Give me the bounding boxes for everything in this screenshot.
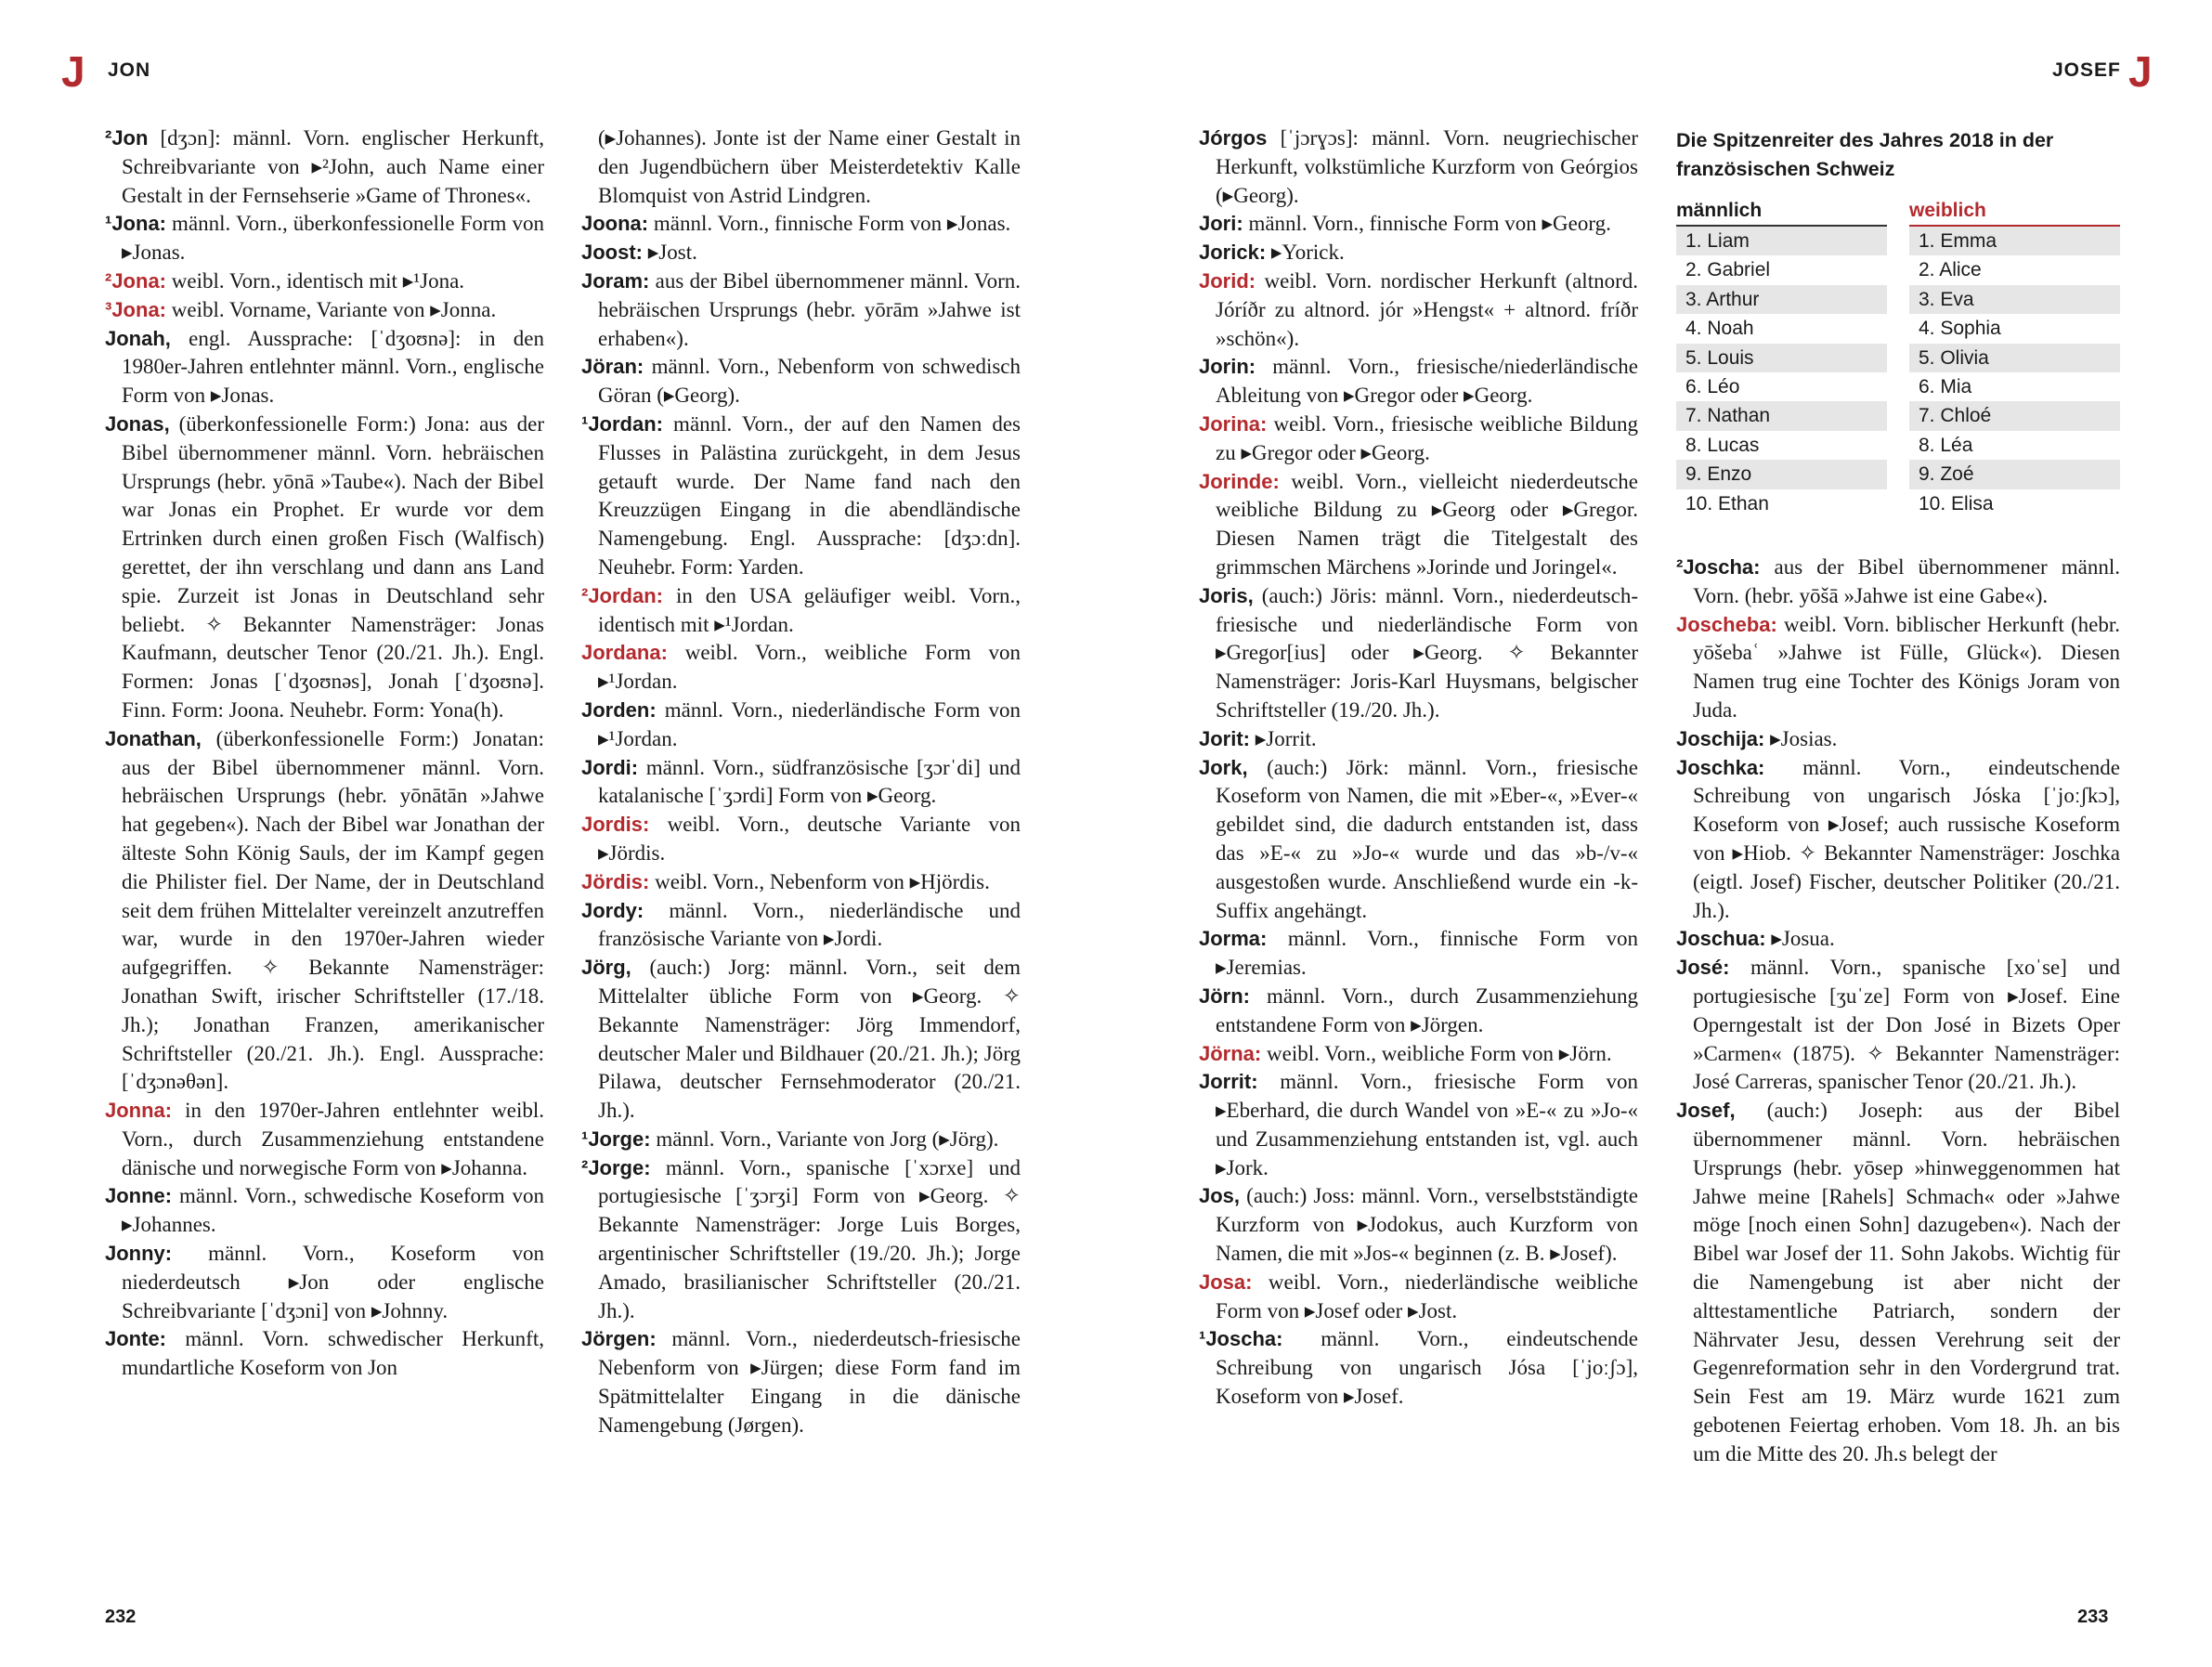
entry-definition: männl. Vorn., überkonfessionelle Form von ▸Jonas.	[122, 212, 544, 265]
dictionary-entry	[1676, 754, 2120, 926]
entry-definition: männl. Vorn., spanische [xoˈse] und portugiesische [ʒuˈze] Form von ▸Josef. Eine Operngestalt ist der Don José in Bizets Oper »Carmen« (1875). ✧ Bekannter Namensträger: José Carreras, spanischer Tenor (20./21. Jh.).	[1693, 956, 2120, 1094]
entry-definition: (auch:) Jöris: männl. Vorn., niederdeutsch-friesische und niederländische Form von ▸Gregor[ius] oder ▸Georg. ✧ Bekannter Namensträger: Joris-Karl Huysmans, belgischer Schriftsteller (19./20. Jh.).	[1216, 583, 1638, 722]
name-rank-row: 1. Liam	[1676, 227, 1887, 255]
entry-headword: Joschija:	[1676, 726, 1765, 750]
entry-definition: weibl. Vorn. nordischer Herkunft (altnord. Jóríðr zu altnord. jór »Hengst« + altnord. fríðr »schön«).	[1216, 268, 1638, 350]
entry-headword: ²Joscha:	[1676, 555, 1761, 579]
entry-headword: Jörna:	[1199, 1041, 1262, 1065]
entry-headword: ¹Jorge:	[581, 1127, 651, 1151]
entry-definition: männl. Vorn., Variante von Jorg (▸Jörg).	[650, 1127, 999, 1151]
entry-definition: männl. Vorn., finnische Form von ▸Jonas.	[648, 212, 1011, 236]
dictionary-entry	[1676, 553, 2120, 611]
dictionary-entry	[1676, 725, 2120, 754]
name-rank-row: 8. Lucas	[1685, 434, 1760, 456]
entry-definition: aus der Bibel übernommener männl. Vorn. (hebr. yōšā »Jahwe ist eine Gabe«).	[1693, 555, 2120, 607]
entry-definition: männl. Vorn., niederländische Form von ▸¹Jordan.	[598, 697, 1021, 750]
entry-headword: Jöran:	[581, 355, 644, 379]
entry-headword: Jorrit:	[1199, 1070, 1258, 1094]
entry-definition: ▸Jost.	[643, 241, 697, 265]
name-rank-row: 2. Alice	[1919, 259, 1982, 281]
dictionary-entry	[581, 124, 1021, 210]
entry-headword: Jörgen:	[581, 1327, 657, 1351]
dictionary-entry	[1676, 925, 2120, 954]
entry-definition: weibl. Vorn., niederländische weibliche Form von ▸Josef oder ▸Jost.	[1216, 1270, 1638, 1322]
dictionary-entry	[581, 239, 1021, 267]
entry-definition: (▸Johannes). Jonte ist der Name einer Gestalt in den Jugendbüchern über Meisterdetektiv Kalle Blomquist von Astrid Lindgren.	[598, 126, 1021, 207]
dictionary-entry	[105, 210, 544, 267]
entry-definition: (auch:) Joseph: aus der Bibel übernommener männl. Vorn. hebräischen Ursprungs (hebr. yōsep »hinweggenommen hat Jahwe meine [Rahels] Schmach« oder »Jahwe möge [noch einen Sohn] dazugeben«). Nach der Bibel war Josef der 11. Sohn Jakobs. Wichtig für die Namengebung ist aber nicht der alttestamentliche Patriarch, sondern der Nährvater Jesu, dessen Verehrung seit der Gegenreformation sehr in den Vordergrund trat. Sein Fest am 19. März wurde 1621 zum gebotenen Feiertag erhoben. Vom 18. Jh. an bis um die Mitte des 20. Jh.s belegt der	[1693, 1099, 2120, 1465]
entry-headword: Jonte:	[105, 1327, 166, 1351]
entry-headword: Jorin:	[1199, 355, 1256, 379]
entry-headword: ²Jon	[105, 126, 149, 150]
entry-headword: Jos,	[1199, 1184, 1241, 1208]
entry-headword: Jonna:	[105, 1099, 173, 1123]
name-rank-row: 5. Olivia	[1909, 344, 2120, 372]
entry-definition: [dʒɔn]: männl. Vorn. englischer Herkunft, Schreibvariante von ▸²John, auch Name einer Gestalt in der Fernsehserie »Game of Thrones«.	[122, 126, 544, 207]
entry-headword: Jordi:	[581, 755, 639, 779]
name-rank-row: 3. Arthur	[1676, 285, 1887, 314]
dictionary-column-1	[105, 124, 544, 1383]
dictionary-entry	[105, 1325, 544, 1383]
dictionary-column-4	[1676, 553, 2120, 1469]
dictionary-entry	[581, 353, 1021, 410]
dictionary-entry	[105, 725, 544, 1097]
dictionary-entry	[105, 1182, 544, 1240]
entry-definition: männl. Vorn., friesische/niederländische Ableitung von ▸Gregor oder ▸Georg.	[1216, 355, 1638, 408]
entry-definition: weibl. Vorn., vielleicht niederdeutsche weibliche Bildung zu ▸Georg oder ▸Gregor. Diesen Namen trägt die Titelgestalt des grimmschen Märchens »Jorinde und Joringel«.	[1216, 469, 1638, 579]
dictionary-entry	[1199, 239, 1638, 267]
dictionary-entry	[581, 1154, 1021, 1326]
dictionary-entry	[1676, 1097, 2120, 1468]
dictionary-entry	[1199, 925, 1638, 983]
dictionary-entry	[1199, 468, 1638, 582]
page-letter-marker-right: J	[2128, 47, 2153, 96]
entry-headword: Jorinde:	[1199, 469, 1280, 493]
entry-definition: [ˈjɔrɣɔs]: männl. Vorn. neugriechischer Herkunft, volkstümliche Kurzform von Geórgios (▸Georg).	[1216, 126, 1638, 207]
entry-headword: Jonathan,	[105, 726, 202, 750]
dictionary-entry	[1199, 1182, 1638, 1268]
dictionary-entry	[1199, 1325, 1638, 1411]
dictionary-entry	[1199, 410, 1638, 468]
name-rank-row: 4. Noah	[1685, 318, 1754, 340]
name-rank-row: 9. Enzo	[1676, 460, 1887, 488]
entry-headword: Jörn:	[1199, 983, 1250, 1008]
entry-definition: männl. Vorn. schwedischer Herkunft, mundartliche Koseform von Jon	[122, 1327, 544, 1380]
entry-definition: (auch:) Jorg: männl. Vorn., seit dem Mittelalter übliche Form von ▸Georg. ✧ Bekannte Namensträger: Jörg Immendorf, deutscher Maler und Bildhauer (20./21. Jh.); Jörg Pilawa, deutscher Fernsehmoderator (20./21. Jh.).	[598, 956, 1021, 1123]
entry-headword: ²Jordan:	[581, 583, 663, 607]
entry-definition: (überkonfessionelle Form:) Jona: aus der Bibel übernommener männl. Vorn. hebräischen Ursprungs (hebr. yōnā »Taube«). Nach der Bibel war Jonas ein Prophet. Er wurde vor dem Ertrinken durch einen großen Fisch (Walfisch) gerettet, der ihn verschlang und dann ans Land spie. Zurzeit ist Jonas in Deutschland sehr beliebt. ✧ Bekannter Namensträger: Jonas Kaufmann, deutscher Tenor (20./21. Jh.). Engl. Formen: Jonas [ˈdʒoʊnəs], Jonah [ˈdʒoʊnə]. Finn. Form: Joona. Neuhebr. Form: Yona(h).	[122, 411, 544, 722]
entry-definition: engl. Aussprache: [ˈdʒoʊnə]: in den 1980er-Jahren entlehnter männl. Vorn., englische Form von ▸Jonas.	[122, 326, 544, 408]
entry-definition: weibl. Vorn., weibliche Form von ▸¹Jordan.	[598, 641, 1021, 694]
entry-definition: männl. Vorn., schwedische Koseform von ▸Johannes.	[122, 1184, 544, 1237]
female-names-column	[1909, 199, 2120, 518]
female-header: weiblich	[1909, 199, 2120, 227]
top-names-box	[1676, 126, 2120, 518]
entry-definition: (auch:) Joss: männl. Vorn., verselbstständigte Kurzform von ▸Jodokus, auch Kurzform von Namen, die mit »Jos-« beginnen (z. B. ▸Josef).	[1216, 1184, 1638, 1266]
entry-headword: Jordana:	[581, 641, 668, 665]
dictionary-entry	[1199, 1068, 1638, 1182]
entry-headword: Jonas,	[105, 411, 170, 436]
running-head-left: JON	[108, 59, 151, 81]
entry-definition: männl. Vorn., finnische Form von ▸Georg.	[1243, 212, 1611, 236]
entry-definition: weibl. Vorn., identisch mit ▸¹Jona.	[166, 268, 465, 293]
dictionary-entry	[1199, 210, 1638, 239]
entry-definition: männl. Vorn., eindeutschende Schreibung von ungarisch Jóska [ˈjoːʃkɔ], Koseform von ▸Josef; auch russische Koseform von ▸Hiob. ✧ Bekannter Namensträger: Joschka (eigtl. Josef) Fischer, deutscher Politiker (20./21. Jh.).	[1693, 755, 2120, 922]
entry-headword: Jorma:	[1199, 927, 1268, 951]
entry-definition: weibl. Vorn., Nebenform von ▸Hjördis.	[649, 869, 990, 893]
entry-headword: Jonny:	[105, 1242, 173, 1266]
entry-headword: Jonne:	[105, 1184, 173, 1208]
entry-headword: Joona:	[581, 212, 649, 236]
name-rank-row: 6. Léo	[1685, 375, 1740, 397]
entry-definition: männl. Vorn., eindeutschende Schreibung von ungarisch Jósa [ˈjoːʃɔ], Koseform von ▸Josef.	[1216, 1327, 1638, 1409]
entry-headword: Jördis:	[581, 869, 650, 893]
dictionary-entry	[1199, 582, 1638, 725]
entry-definition: männl. Vorn., niederdeutsch-friesische Nebenform von ▸Jürgen; diese Form fand im Spätmittelalter Eingang in die dänische Namengebung (Jørgen).	[598, 1327, 1021, 1437]
entry-headword: Jorick:	[1199, 241, 1267, 265]
name-rank-row: 3. Eva	[1909, 285, 2120, 314]
entry-headword: Jori:	[1199, 212, 1243, 236]
name-rank-row: 7. Nathan	[1676, 401, 1887, 430]
entry-definition: weibl. Vorn., friesische weibliche Bildung zu ▸Gregor oder ▸Georg.	[1216, 411, 1638, 464]
entry-headword: Joscheba:	[1676, 612, 1777, 636]
entry-definition: ▸Yorick.	[1266, 241, 1345, 265]
dictionary-entry	[1199, 1040, 1638, 1069]
entry-headword: Jorit:	[1199, 726, 1250, 750]
name-rank-row: 5. Louis	[1676, 344, 1887, 372]
male-header: männlich	[1676, 199, 1887, 227]
entry-definition: männl. Vorn., friesische Form von ▸Eberhard, die durch Wandel von »E-« zu »Jo-« und Zusammenziehung entstanden ist, vgl. auch ▸Jork.	[1216, 1070, 1638, 1179]
name-rank-row: 9. Zoé	[1909, 460, 2120, 488]
entry-definition: in den 1970er-Jahren entlehnter weibl. Vorn., durch Zusammenziehung entstandene dänische und norwegische Form von ▸Johanna.	[122, 1099, 544, 1179]
entry-headword: Jorden:	[581, 697, 657, 722]
dictionary-entry	[1199, 754, 1638, 926]
name-rank-row: 8. Léa	[1919, 434, 1973, 456]
entry-headword: Jórgos	[1199, 126, 1268, 150]
dictionary-entry	[105, 267, 544, 296]
dictionary-entry	[1199, 353, 1638, 410]
entry-headword: ¹Jordan:	[581, 411, 663, 436]
dictionary-entry	[581, 410, 1021, 582]
entry-headword: ²Jorge:	[581, 1155, 651, 1179]
entry-headword: Joost:	[581, 241, 643, 265]
name-rank-row: 2. Gabriel	[1685, 259, 1771, 281]
dictionary-entry	[1199, 1269, 1638, 1326]
name-rank-row: 1. Emma	[1909, 227, 2120, 255]
entry-headword: Joschka:	[1676, 755, 1765, 779]
entry-definition: männl. Vorn., der auf den Namen des Flusses in Palästina zurückgeht, in dem Jesus getauft wurde. Der Name fand nach den Kreuzzügen Eingang in die abendländische Namengebung. Engl. Aussprache: [dʒɔːdn]. Neuhebr. Form: Yarden.	[598, 411, 1021, 579]
dictionary-entry	[581, 639, 1021, 697]
page-number-right: 233	[2077, 1607, 2109, 1627]
dictionary-entry	[105, 410, 544, 725]
entry-headword: Joschua:	[1676, 927, 1766, 951]
entry-headword: ³Jona:	[105, 297, 166, 321]
name-rank-row: 10. Ethan	[1685, 492, 1769, 514]
entry-definition: in den USA geläufiger weibl. Vorn., identisch mit ▸¹Jordan.	[598, 583, 1021, 636]
name-rank-row: 4. Sophia	[1919, 318, 2001, 340]
entry-headword: Josa:	[1199, 1270, 1253, 1294]
entry-definition: männl. Vorn., Nebenform von schwedisch Göran (▸Georg).	[598, 355, 1021, 408]
entry-headword: Joram:	[581, 268, 650, 293]
entry-definition: (auch:) Jörk: männl. Vorn., friesische Koseform von Namen, die mit »Eber-«, »Ever-« gebildet sind, die dadurch entstanden ist, dass das »E-« zu »Jo-« wurde und das »b-/v-« ausgestoßen wurde. Anschließend wurde ein -k-Suffix angehängt.	[1216, 755, 1638, 922]
entry-headword: Jorina:	[1199, 411, 1268, 436]
page-number-left: 232	[105, 1607, 137, 1627]
dictionary-entry	[581, 811, 1021, 868]
entry-headword: ²Jona:	[105, 268, 166, 293]
name-rank-row: 6. Mia	[1919, 375, 1972, 397]
entry-definition: aus der Bibel übernommener männl. Vorn. hebräischen Ursprungs (hebr. yōrām »Jahwe ist erhaben«).	[598, 268, 1021, 350]
dictionary-entry	[105, 325, 544, 410]
dictionary-entry	[1199, 267, 1638, 353]
dictionary-entry	[581, 210, 1021, 239]
dictionary-entry	[1676, 611, 2120, 725]
dictionary-entry	[105, 124, 544, 210]
top-names-title: Die Spitzenreiter des Jahres 2018 in der französischen Schweiz	[1676, 129, 2054, 180]
entry-definition: männl. Vorn., durch Zusammenziehung entstandene Form von ▸Jörgen.	[1216, 983, 1638, 1036]
dictionary-entry	[105, 1097, 544, 1182]
dictionary-entry	[581, 1325, 1021, 1439]
entry-definition: (überkonfessionelle Form:) Jonatan: aus der Bibel übernommener männl. Vorn. hebräischen Ursprungs (hebr. yōnātān »Jahwe hat gegeben«). Nach der Bibel war Jonathan der älteste Sohn König Sauls, der im Kampf gegen die Philister fiel. Der Name, der in Deutschland seit dem frühen Mittelalter vereinzelt anzutreffen war, wurde in den 1970er-Jahren wieder aufgegriffen. ✧ Bekannte Namensträger: Jonathan Swift, irischer Schriftsteller (17./18. Jh.); Jonathan Franzen, amerikanischer Schriftsteller (20./21. Jh.). Engl. Aussprache: [ˈdʒɔnəθən].	[122, 726, 544, 1094]
dictionary-entry	[105, 296, 544, 325]
entry-headword: Jork,	[1199, 755, 1248, 779]
entry-definition: weibl. Vorn., weibliche Form von ▸Jörn.	[1261, 1041, 1612, 1065]
dictionary-column-3	[1199, 124, 1638, 1412]
entry-definition: männl. Vorn., Koseform von niederdeutsch ▸Jon oder englische Schreibvariante [ˈdʒɔni] von ▸Johnny.	[122, 1242, 544, 1322]
running-head-right: JOSEF	[2052, 59, 2121, 81]
entry-headword: Jordy:	[581, 898, 644, 922]
entry-headword: Jonah,	[105, 326, 171, 350]
entry-headword: Jordis:	[581, 813, 650, 837]
dictionary-entry	[1199, 725, 1638, 754]
entry-definition: weibl. Vorname, Variante von ▸Jonna.	[166, 297, 497, 321]
entry-headword: Jorid:	[1199, 268, 1256, 293]
entry-headword: ¹Jona:	[105, 212, 166, 236]
dictionary-entry	[1199, 983, 1638, 1040]
dictionary-entry	[581, 754, 1021, 812]
male-names-column	[1676, 199, 1887, 518]
name-rank-row: 10. Elisa	[1919, 492, 1994, 514]
entry-definition: ▸Josua.	[1765, 927, 1835, 951]
entry-headword: Josef,	[1676, 1099, 1736, 1123]
entry-definition: männl. Vorn., spanische [ˈxɔrxe] und portugiesische [ˈʒɔrʒi] Form von ▸Georg. ✧ Bekannte Namensträger: Jorge Luis Borges, argentinischer Schriftsteller (19./20. Jh.); Jorge Amado, brasilianischer Schriftsteller (20./21. Jh.).	[598, 1155, 1021, 1322]
dictionary-entry	[1199, 124, 1638, 210]
dictionary-column-2	[581, 124, 1021, 1440]
name-rank-row: 7. Chloé	[1909, 401, 2120, 430]
dictionary-entry	[581, 267, 1021, 353]
dictionary-entry	[1676, 954, 2120, 1097]
entry-definition: ▸Josias.	[1764, 726, 1838, 750]
entry-headword: Jörg,	[581, 956, 631, 980]
entry-definition: weibl. Vorn., deutsche Variante von ▸Jördis.	[598, 813, 1021, 865]
dictionary-entry	[581, 954, 1021, 1126]
entry-definition: ▸Jorrit.	[1250, 726, 1317, 750]
dictionary-entry	[581, 1126, 1021, 1154]
dictionary-entry	[581, 897, 1021, 955]
entry-definition: weibl. Vorn. biblischer Herkunft (hebr. yōšebaʿ »Jahwe ist Fülle, Glück«). Diesen Namen trug eine Tochter des Königs Joram von Juda.	[1693, 612, 2120, 722]
dictionary-entry	[581, 582, 1021, 640]
entry-definition: männl. Vorn., finnische Form von ▸Jeremias.	[1216, 927, 1638, 980]
dictionary-entry	[105, 1240, 544, 1325]
entry-headword: José:	[1676, 956, 1730, 980]
entry-headword: Joris,	[1199, 583, 1254, 607]
dictionary-entry	[581, 868, 1021, 897]
entry-definition: männl. Vorn., niederländische und französische Variante von ▸Jordi.	[598, 898, 1021, 951]
entry-definition: männl. Vorn., südfranzösische [ʒɔrˈdi] und katalanische [ˈʒɔrdi] Form von ▸Georg.	[598, 755, 1021, 808]
entry-headword: ¹Joscha:	[1199, 1327, 1283, 1351]
page-letter-marker: J	[61, 47, 85, 96]
dictionary-entry	[581, 697, 1021, 754]
